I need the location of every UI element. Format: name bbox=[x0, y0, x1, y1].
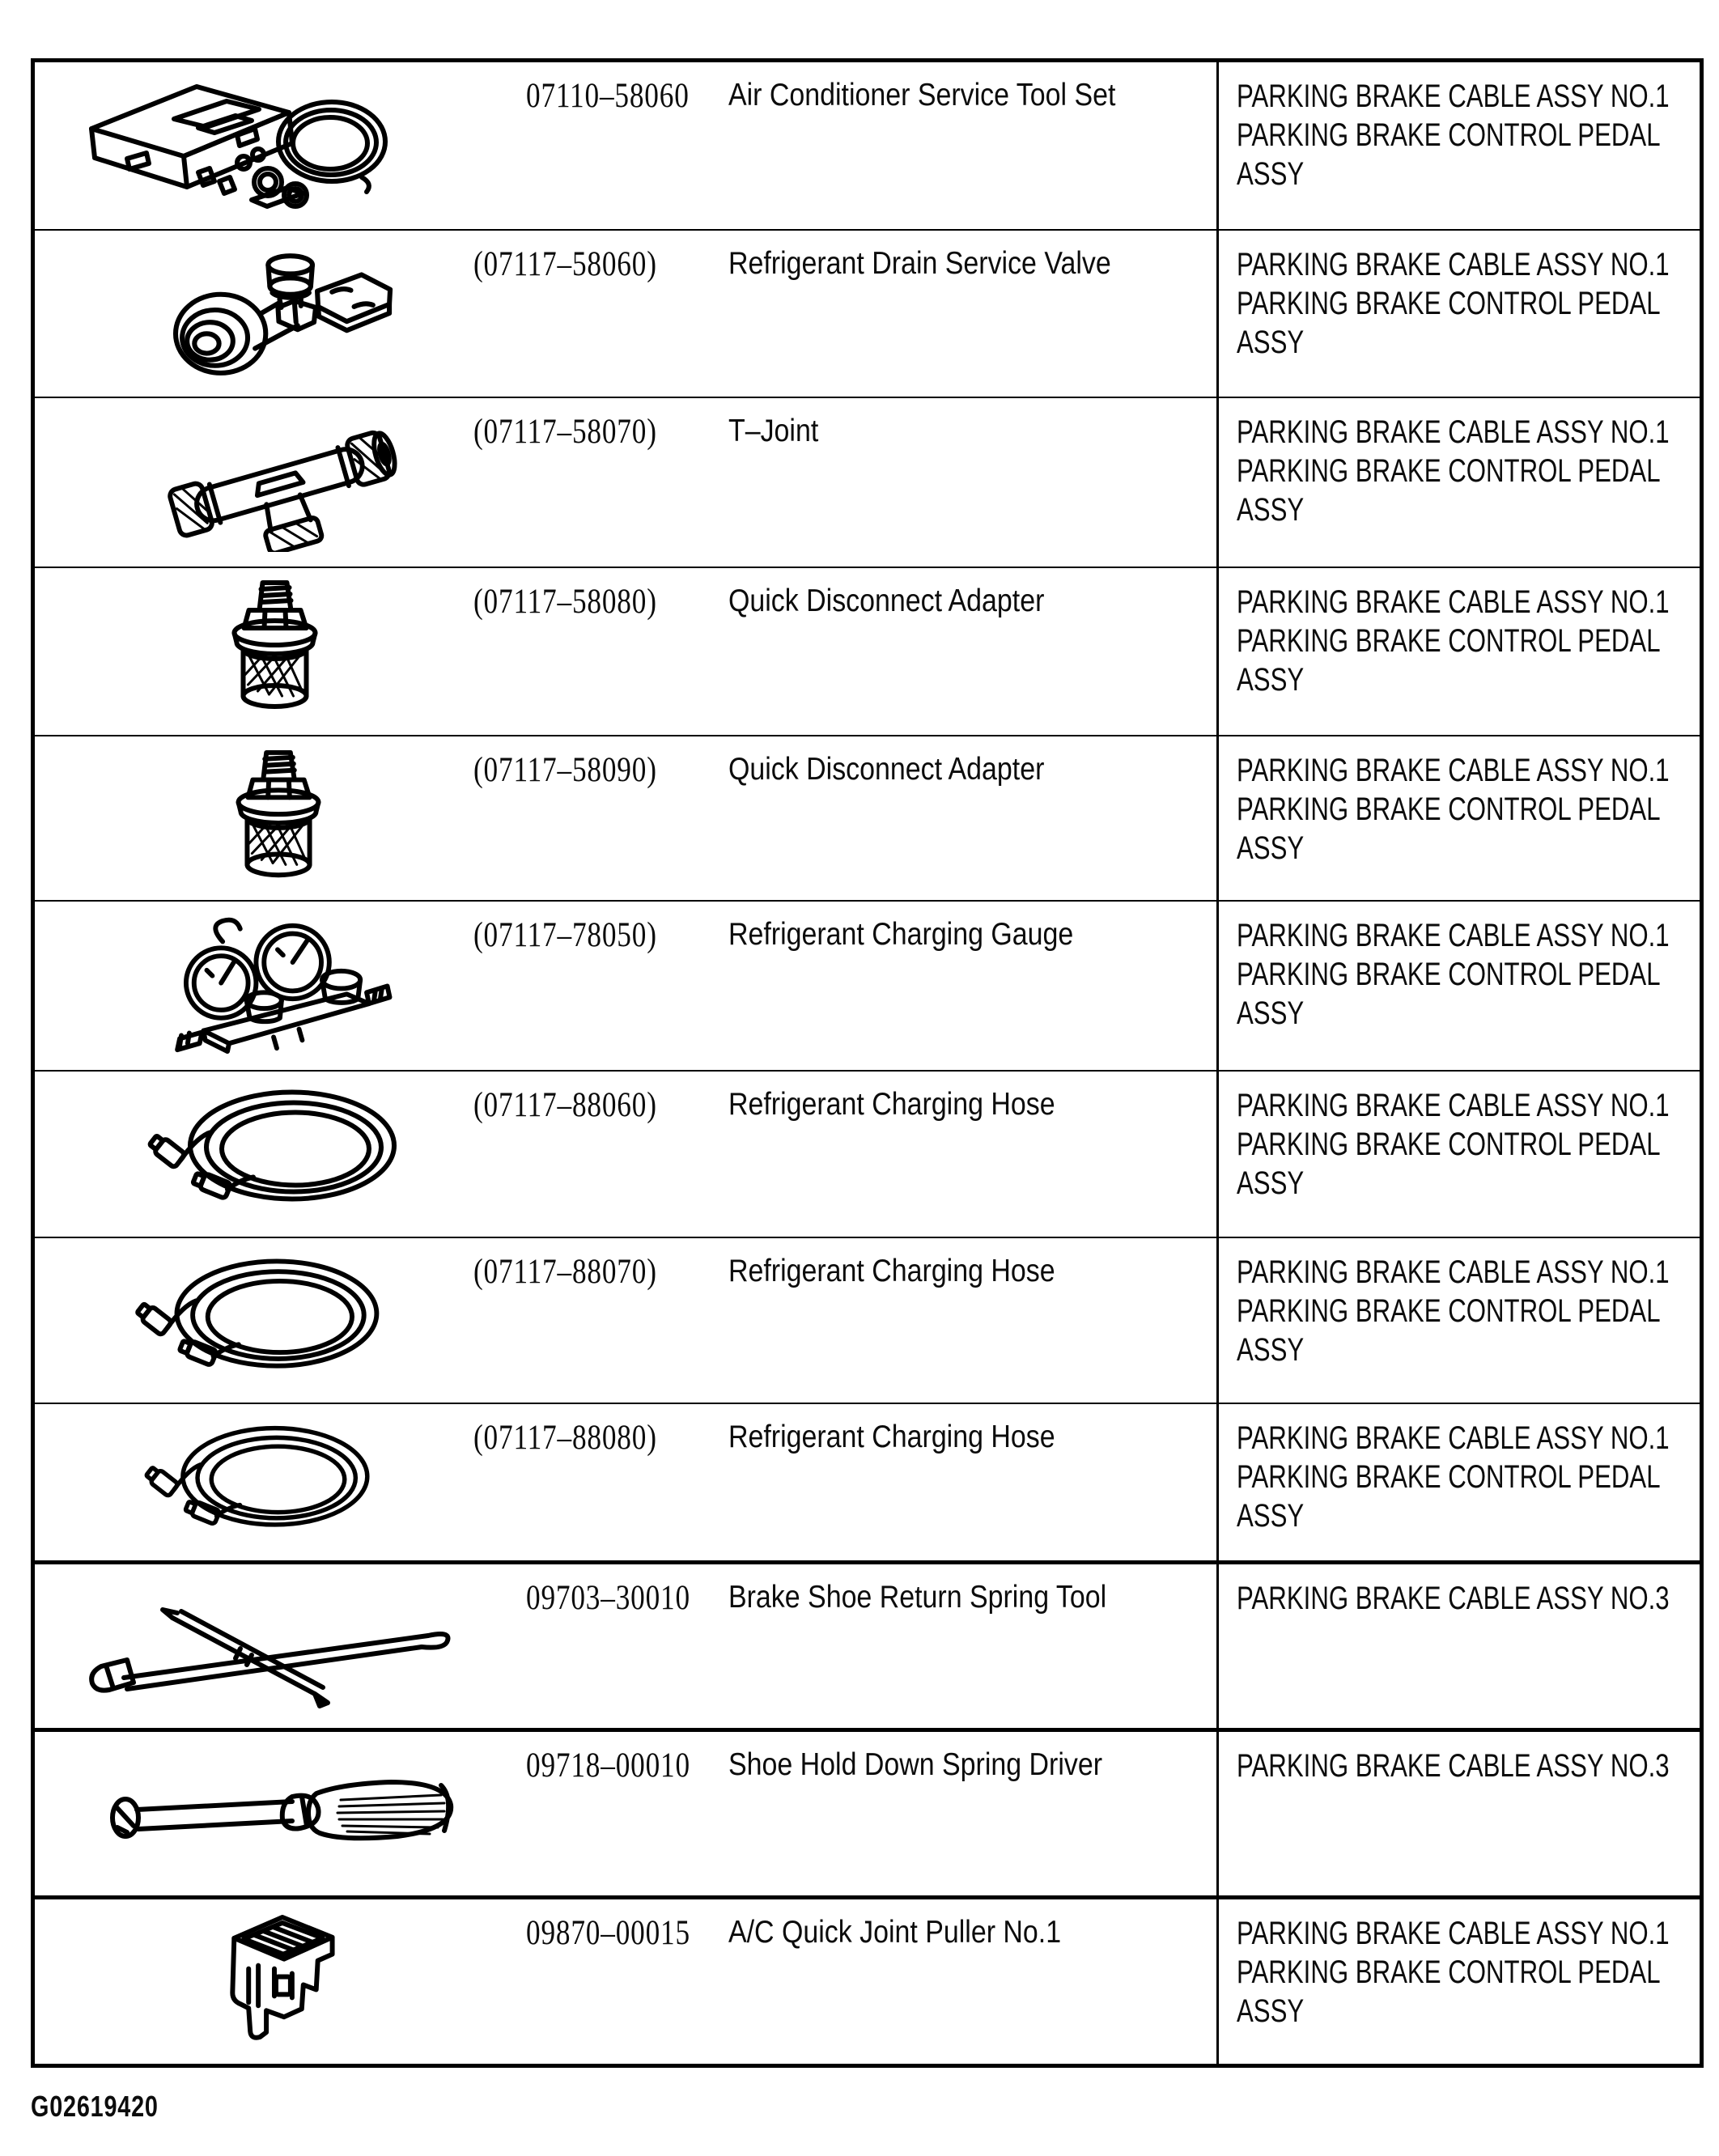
refrigerant-charging-hose-illustration bbox=[130, 1081, 410, 1215]
assembly-cell bbox=[1216, 398, 1700, 567]
tool-cell bbox=[35, 398, 1208, 567]
assembly-cell bbox=[1216, 1404, 1700, 1560]
refrigerant-charging-hose-illustration bbox=[118, 1248, 392, 1384]
assembly-line: PARKING BRAKE CONTROL PEDAL ASSY bbox=[1237, 957, 1660, 1031]
tool-cell bbox=[35, 1238, 1208, 1403]
table-row bbox=[35, 397, 1700, 567]
assembly-cell bbox=[1216, 1072, 1700, 1237]
assembly-line: PARKING BRAKE CABLE ASSY NO.1 bbox=[1237, 584, 1670, 620]
assembly-cell bbox=[1216, 1732, 1700, 1895]
tool-cell bbox=[35, 1564, 1208, 1728]
assembly-cell bbox=[1216, 1564, 1700, 1728]
table-row bbox=[35, 1560, 1700, 1728]
tool-name: Refrigerant Charging Gauge bbox=[728, 917, 1074, 952]
tool-cell bbox=[35, 736, 1208, 900]
table-row bbox=[35, 1403, 1700, 1560]
refrigerant-charging-hose-illustration bbox=[129, 1411, 381, 1547]
tool-cell bbox=[35, 1899, 1208, 2064]
tool-name: Brake Shoe Return Spring Tool bbox=[728, 1580, 1107, 1615]
applicable-assembly bbox=[1237, 245, 1707, 362]
applicable-assembly bbox=[1237, 1419, 1707, 1535]
sst-table bbox=[31, 58, 1704, 2068]
part-number: (07117–88070) bbox=[473, 1253, 657, 1291]
applicable-assembly bbox=[1237, 1253, 1707, 1369]
assembly-line: PARKING BRAKE CONTROL PEDAL ASSY bbox=[1237, 117, 1660, 192]
applicable-assembly bbox=[1237, 77, 1707, 193]
tool-name: Refrigerant Charging Hose bbox=[728, 1254, 1055, 1288]
assembly-cell bbox=[1216, 902, 1700, 1070]
tool-cell bbox=[35, 1404, 1208, 1560]
part-number: (07117–58070) bbox=[473, 413, 657, 451]
quick-disconnect-adapter-illustration bbox=[223, 746, 336, 892]
part-number: (07117–58080) bbox=[473, 583, 657, 621]
assembly-line: PARKING BRAKE CONTROL PEDAL ASSY bbox=[1237, 453, 1660, 528]
figure-code: G02619420 bbox=[31, 2090, 159, 2123]
assembly-cell bbox=[1216, 736, 1700, 900]
assembly-cell bbox=[1216, 62, 1700, 229]
assembly-line: PARKING BRAKE CABLE ASSY NO.3 bbox=[1237, 1581, 1670, 1616]
table-row bbox=[35, 1895, 1700, 2064]
assembly-line: PARKING BRAKE CONTROL PEDAL ASSY bbox=[1237, 1293, 1660, 1368]
tool-name: Refrigerant Drain Service Valve bbox=[728, 246, 1111, 281]
assembly-line: PARKING BRAKE CABLE ASSY NO.1 bbox=[1237, 1254, 1670, 1290]
assembly-line: PARKING BRAKE CABLE ASSY NO.1 bbox=[1237, 247, 1670, 282]
tool-cell bbox=[35, 1732, 1208, 1895]
assembly-cell bbox=[1216, 568, 1700, 735]
tool-name: Refrigerant Charging Hose bbox=[728, 1420, 1055, 1454]
assembly-line: PARKING BRAKE CONTROL PEDAL ASSY bbox=[1237, 1127, 1660, 1201]
tool-cell bbox=[35, 1072, 1208, 1237]
assembly-line: PARKING BRAKE CABLE ASSY NO.1 bbox=[1237, 753, 1670, 788]
part-number: (07117–88060) bbox=[473, 1086, 657, 1124]
part-number: (07117–58060) bbox=[473, 245, 657, 283]
applicable-assembly bbox=[1237, 1579, 1707, 1618]
ac-service-tool-set-illustration bbox=[77, 77, 393, 219]
assembly-line: PARKING BRAKE CONTROL PEDAL ASSY bbox=[1237, 623, 1660, 698]
assembly-line: PARKING BRAKE CABLE ASSY NO.1 bbox=[1237, 79, 1670, 114]
table-row bbox=[35, 229, 1700, 397]
refrigerant-drain-service-valve-illustration bbox=[156, 242, 403, 381]
assembly-line: PARKING BRAKE CONTROL PEDAL ASSY bbox=[1237, 1954, 1660, 2029]
assembly-line: PARKING BRAKE CABLE ASSY NO.1 bbox=[1237, 414, 1670, 450]
part-number: 07110–58060 bbox=[526, 77, 690, 115]
tool-name: Quick Disconnect Adapter bbox=[728, 584, 1045, 618]
applicable-assembly bbox=[1237, 916, 1707, 1033]
refrigerant-charging-gauge-illustration bbox=[152, 916, 399, 1055]
tool-name: Air Conditioner Service Tool Set bbox=[728, 78, 1116, 112]
shoe-hold-down-spring-driver-illustration bbox=[98, 1766, 461, 1866]
part-number: (07117–58090) bbox=[473, 751, 657, 789]
assembly-line: PARKING BRAKE CABLE ASSY NO.1 bbox=[1237, 918, 1670, 953]
brake-shoe-return-spring-tool-illustration bbox=[82, 1603, 485, 1712]
part-number: (07117–88080) bbox=[473, 1419, 657, 1457]
tool-name: Shoe Hold Down Spring Driver bbox=[728, 1747, 1103, 1782]
applicable-assembly bbox=[1237, 583, 1707, 699]
tool-cell bbox=[35, 902, 1208, 1070]
part-number: 09703–30010 bbox=[526, 1579, 690, 1617]
applicable-assembly bbox=[1237, 751, 1707, 868]
assembly-line: PARKING BRAKE CONTROL PEDAL ASSY bbox=[1237, 1459, 1660, 1534]
applicable-assembly bbox=[1237, 1086, 1707, 1203]
assembly-line: PARKING BRAKE CABLE ASSY NO.1 bbox=[1237, 1916, 1670, 1951]
tool-name: A/C Quick Joint Puller No.1 bbox=[728, 1915, 1062, 1950]
applicable-assembly bbox=[1237, 1746, 1707, 1785]
applicable-assembly bbox=[1237, 1914, 1707, 2031]
ac-quick-joint-puller-illustration bbox=[187, 1912, 363, 2045]
assembly-cell bbox=[1216, 231, 1700, 397]
table-row bbox=[35, 1728, 1700, 1895]
quick-disconnect-adapter-illustration bbox=[217, 576, 334, 724]
assembly-cell bbox=[1216, 1899, 1700, 2064]
tool-cell bbox=[35, 231, 1208, 397]
assembly-line: PARKING BRAKE CABLE ASSY NO.1 bbox=[1237, 1088, 1670, 1123]
part-number: 09870–00015 bbox=[526, 1914, 690, 1952]
part-number: 09718–00010 bbox=[526, 1746, 690, 1785]
applicable-assembly bbox=[1237, 413, 1707, 529]
assembly-cell bbox=[1216, 1238, 1700, 1403]
assembly-line: PARKING BRAKE CABLE ASSY NO.1 bbox=[1237, 1420, 1670, 1456]
table-row bbox=[35, 1237, 1700, 1403]
assembly-line: PARKING BRAKE CONTROL PEDAL ASSY bbox=[1237, 286, 1660, 360]
table-row bbox=[35, 900, 1700, 1070]
t-joint-illustration bbox=[148, 418, 415, 552]
assembly-line: PARKING BRAKE CABLE ASSY NO.3 bbox=[1237, 1748, 1670, 1784]
tool-cell bbox=[35, 62, 1208, 229]
tool-name: Quick Disconnect Adapter bbox=[728, 752, 1045, 787]
tool-cell bbox=[35, 568, 1208, 735]
assembly-line: PARKING BRAKE CONTROL PEDAL ASSY bbox=[1237, 792, 1660, 866]
table-row bbox=[35, 1070, 1700, 1237]
table-row bbox=[35, 567, 1700, 735]
table-row bbox=[35, 735, 1700, 900]
tool-name: Refrigerant Charging Hose bbox=[728, 1087, 1055, 1122]
part-number: (07117–78050) bbox=[473, 916, 657, 954]
table-row bbox=[35, 62, 1700, 229]
tool-name: T–Joint bbox=[728, 414, 819, 448]
